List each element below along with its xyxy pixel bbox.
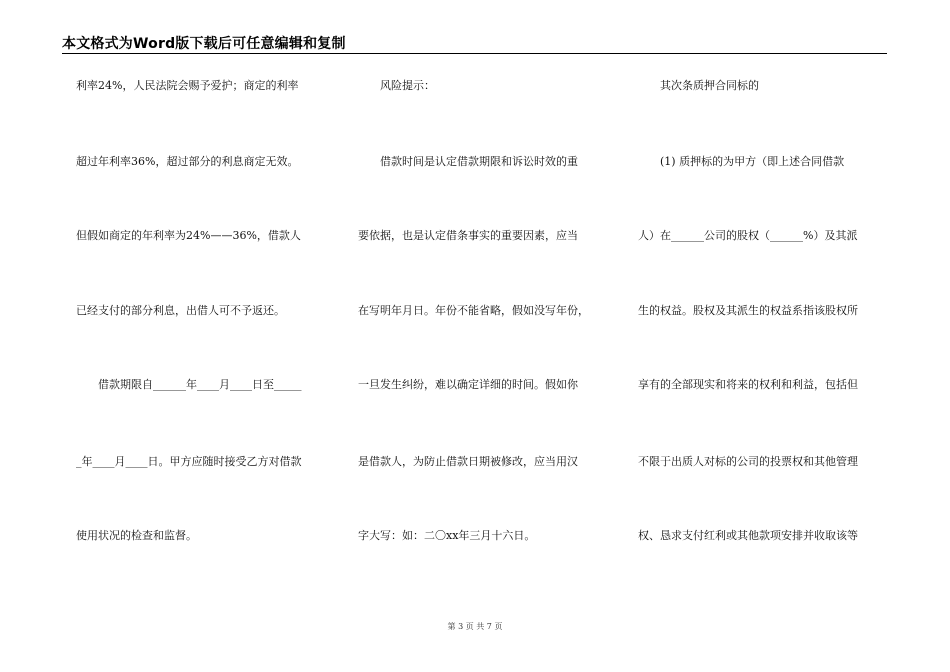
- text-line: 在写明年月日。年份不能省略，假如没写年份，: [358, 304, 589, 317]
- text-line: 权、恳求支付红利或其他款项安排并收取该等: [638, 529, 858, 542]
- text-line: 风险提示：: [358, 79, 435, 92]
- text-line: 要依据，也是认定借条事实的重要因素，应当: [358, 229, 578, 242]
- text-line: 其次条质押合同标的: [638, 79, 759, 92]
- text-line: (1) 质押标的为甲方（即上述合同借款: [638, 155, 845, 168]
- text-line: 利率24%，人民法院会赐予爱护；商定的利率: [76, 79, 299, 92]
- text-line: 不限于出质人对标的公司的投票权和其他管理: [638, 455, 858, 468]
- text-line: 享有的全部现实和将来的权利和利益，包括但: [638, 378, 858, 391]
- page-header-title: 本文格式为Word版下载后可任意编辑和复制: [62, 36, 346, 52]
- text-line: 字大写：如：二〇xx年三月十六日。: [358, 529, 536, 542]
- text-line: 使用状况的检查和监督。: [76, 529, 197, 542]
- text-line: 人）在______公司的股权（______%）及其派: [638, 229, 858, 242]
- header-divider: [62, 53, 887, 54]
- text-line: 一旦发生纠纷，难以确定详细的时间。假如你: [358, 378, 578, 391]
- text-line: 生的权益。股权及其派生的权益系指该股权所: [638, 304, 858, 317]
- page-number: 第 3 页 共 7 页: [447, 622, 503, 631]
- text-line: 但假如商定的年利率为24%——36%，借款人: [76, 229, 301, 242]
- text-line: 已经支付的部分利息，出借人可不予返还。: [76, 304, 285, 317]
- text-line: _年____月____日。甲方应随时接受乙方对借款: [76, 455, 302, 468]
- text-line: 是借款人，为防止借款日期被修改，应当用汉: [358, 455, 578, 468]
- text-line: 借款时间是认定借款期限和诉讼时效的重: [358, 155, 578, 168]
- text-line: 借款期限自______年____月____日至_____: [76, 378, 302, 391]
- text-line: 超过年利率36%，超过部分的利息商定无效。: [76, 155, 299, 168]
